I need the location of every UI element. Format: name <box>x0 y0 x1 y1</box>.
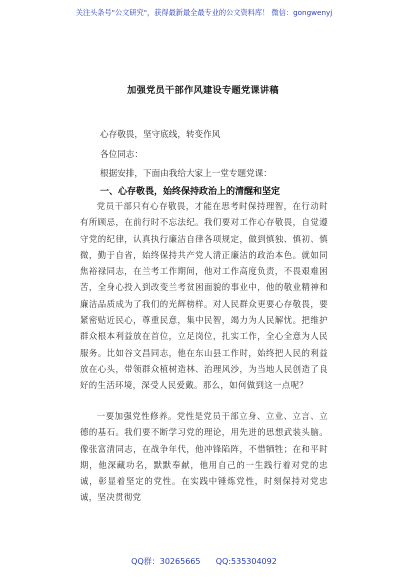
paragraph-2: 一要加强党性修养。党性是党员干部立身、立业、立言、立德的基石。我们要不断学习党的理论，用先进的思想武装头脑。像张富清同志，在战争年代，他冲锋陷阵，不惜牺牲；在和平时期，他深藏功名，默默奉献，他用自己的一生践行着对党的忠诚，彰显着坚定的党性。在实践中锤炼党性，时刻保持对党忠诚，坚决贯彻党 <box>80 411 328 503</box>
paragraph-1: 党员干部只有心存敬畏，才能在思考时保持理智，在行动时有所顾忌，在前行时不忘法纪。我们要对工作心存敬畏，自觉遵守党的纪律，认真执行廉洁自律各项规定，做到慎独、慎初、慎微，勤于自省，始终保持共产党人清正廉洁的政治本色。就如同焦裕禄同志，在兰考工作期间，他对工作高度负责，不畏艰难困苦，全身心投入到改变兰考贫困面貌的事业中，他的敬业精神和廉洁品质成为了我们的光辉榜样。对人民群众更要心存敬畏，要紧密贴近民心，尊重民意，集中民智，竭力为人民解忧。把维护群众根本利益放在首位，立足岗位，扎实工作，全心全意为人民服务。比如谷文昌同志，他在东山县工作时，始终把人民的利益放在心头，带领群众植树造林、治理风沙，为当地人民创造了良好的生活环境，深受人民爱戴。那么，如何做到这一点呢？ <box>80 201 328 391</box>
section-heading: 一、心存敬畏，始终保持政治上的清醒和坚定 <box>100 187 281 197</box>
top-banner: 关注头条号"公文研究"，获得最新最全最专业的公文资料库！ 微信：gongwenyj <box>75 8 333 17</box>
bottom-banner: QQ群：30265665 QQ:535304092 <box>131 557 277 566</box>
document-subtitle: 心存敬畏，坚守底线，转变作风 <box>100 130 221 140</box>
document-title: 加强党员干部作风建设专题党课讲稿 <box>127 85 279 96</box>
greeting: 各位同志： <box>100 150 143 160</box>
document-page <box>78 0 328 580</box>
intro-line: 根据安排，下面由我给大家上一堂专题党课： <box>100 169 272 179</box>
